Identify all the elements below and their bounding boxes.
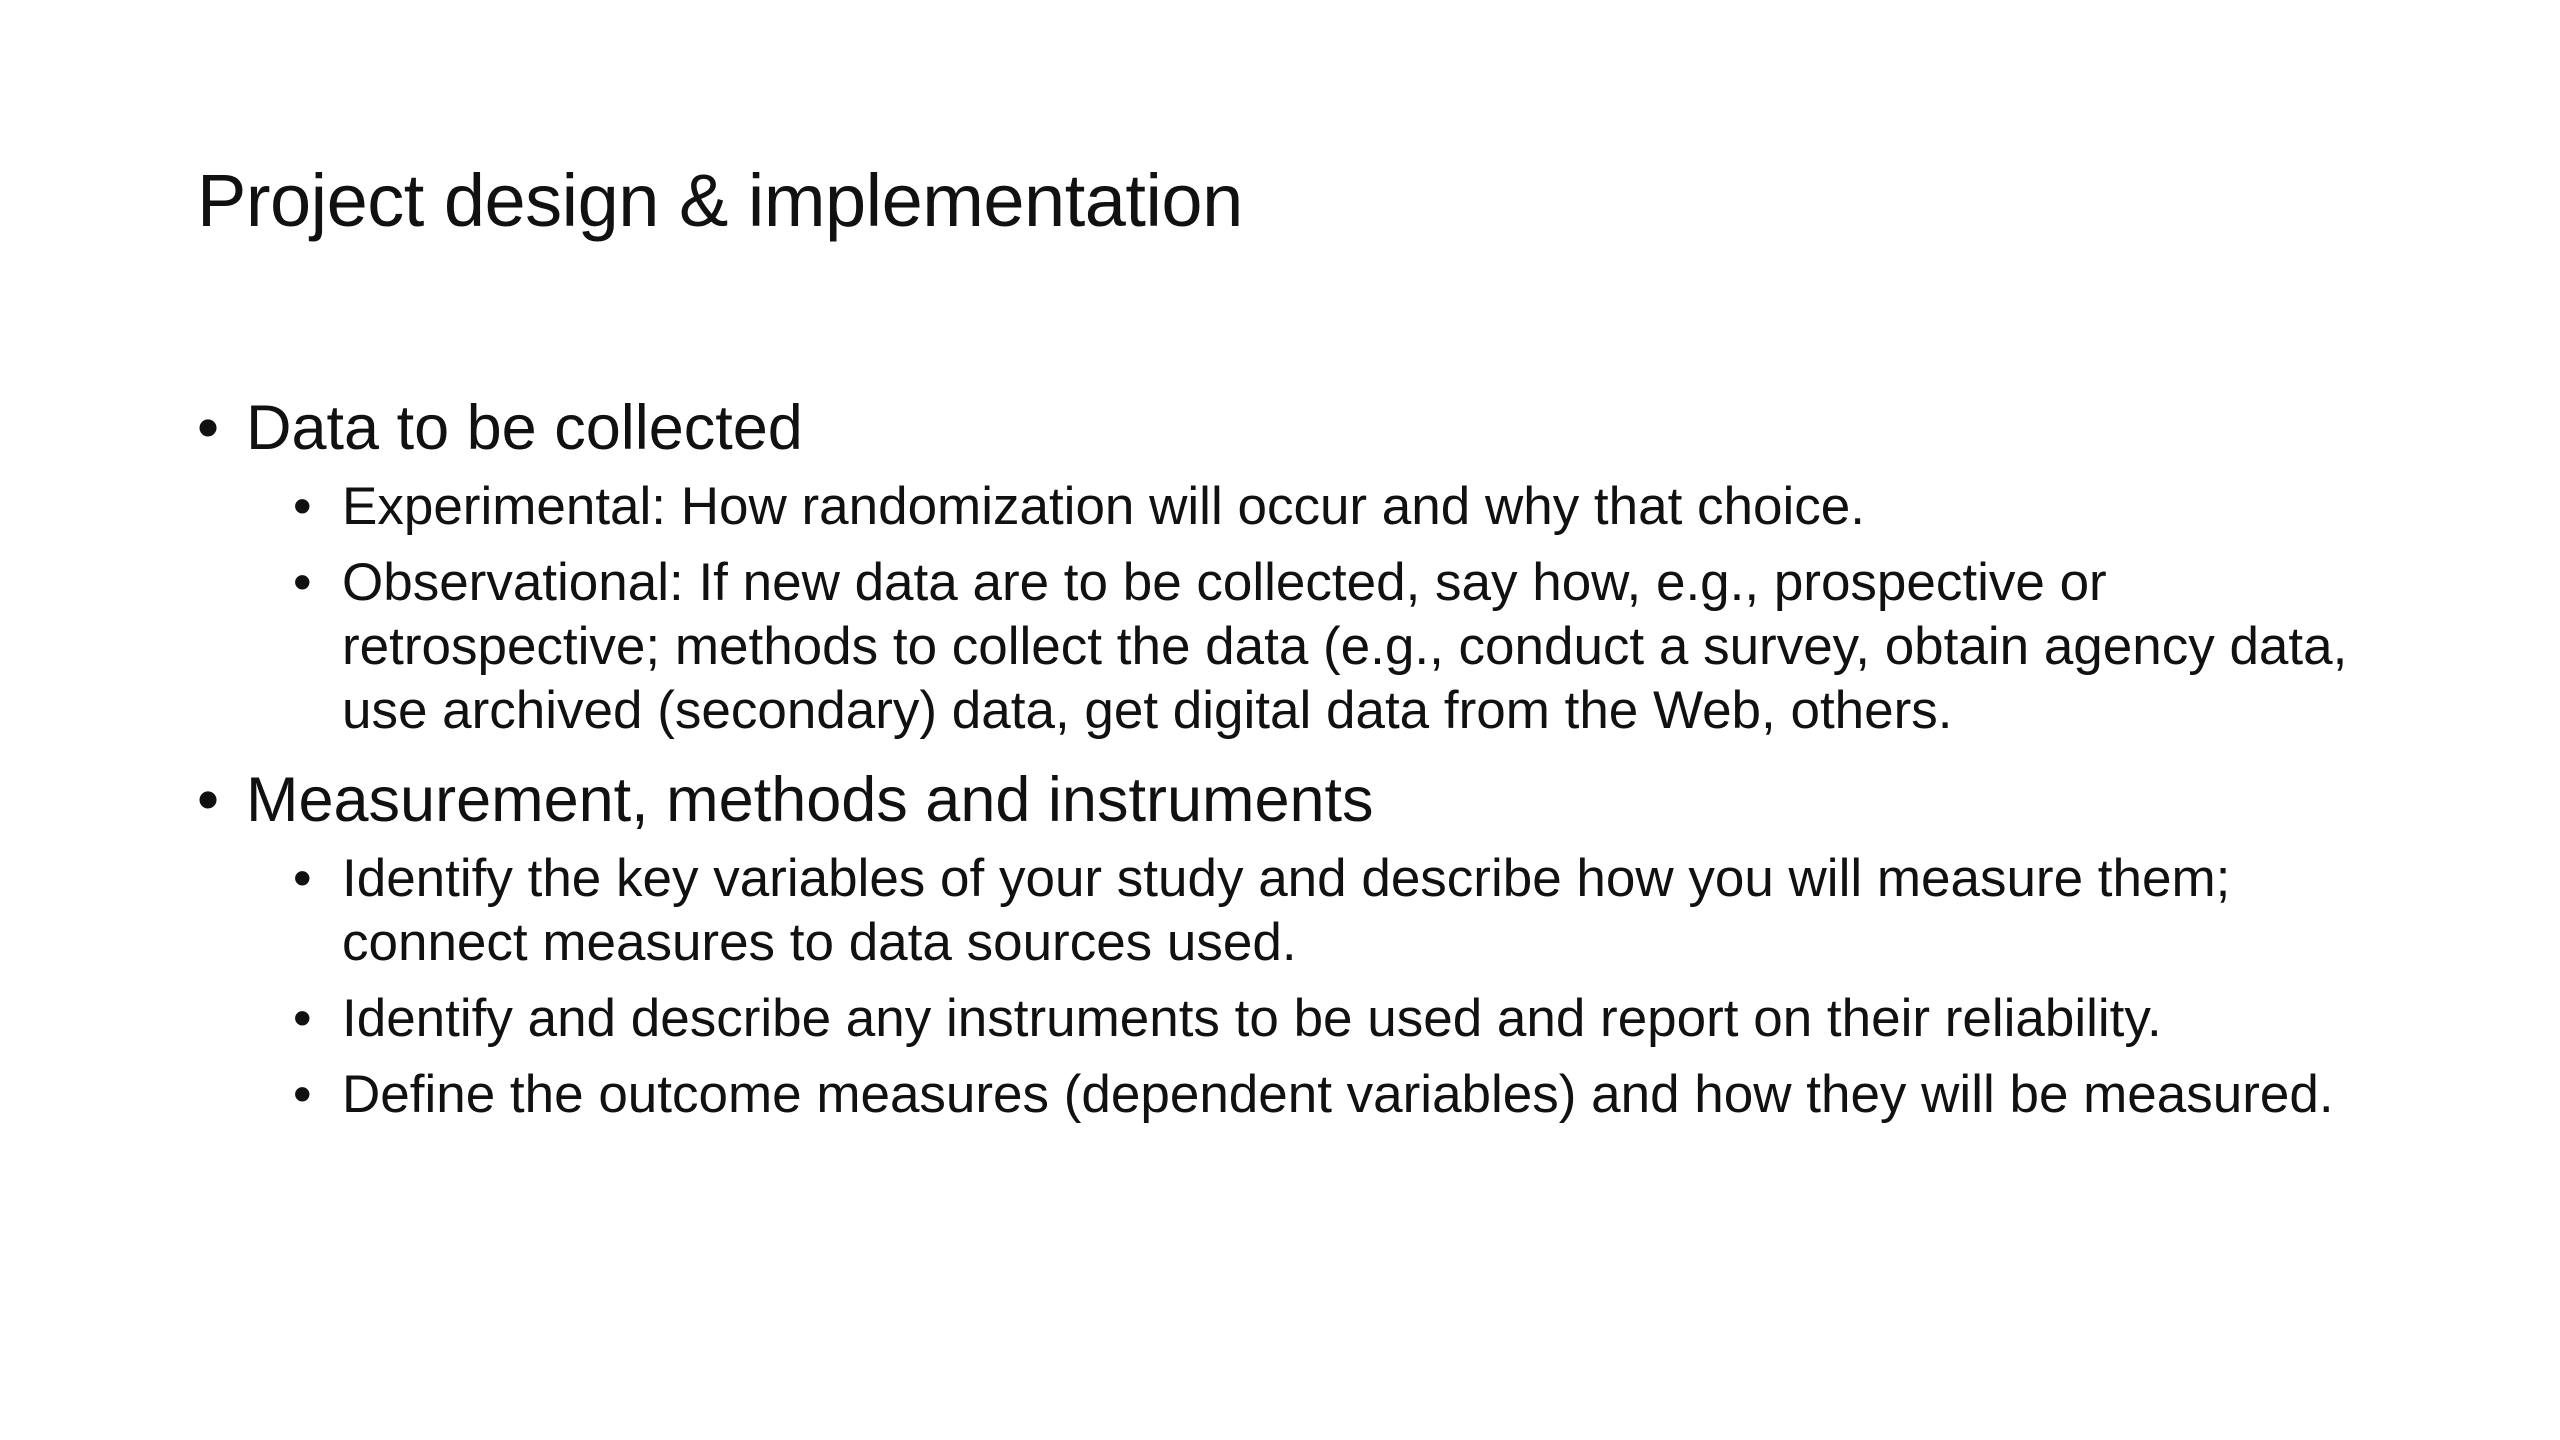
sub-bullet-list [197,847,2397,1127]
bullet-glyph: • [293,553,312,612]
sub-bullet-text: Identify the key variables of your study and describe how you will measure them; connect measures to data sources used. [342,849,2231,972]
bullet-glyph: • [293,849,312,908]
sub-bullet-text: Experimental: How randomization will occur and why that choice. [342,477,1865,536]
bullet-heading: Measurement, methods and instruments [246,765,1374,835]
bullet-glyph: • [293,477,312,536]
bullet-glyph: • [197,765,220,835]
sub-bullet-item [197,987,2397,1051]
bullet-glyph: • [293,1065,312,1124]
bullet-glyph: • [197,393,220,463]
sub-bullet-item [197,475,2397,539]
bullet-item-measurement-methods-instruments [197,757,2397,843]
sub-bullet-item [197,551,2397,743]
sub-bullet-list [197,475,2397,743]
sub-bullet-text: Observational: If new data are to be collected, say how, e.g., prospective or retrospective; methods to collect the data (e.g., conduct a survey, obtain agency data, use archived (secondary) data, get digital data from the Web, others. [342,553,2348,740]
sub-bullet-item [197,847,2397,975]
bullet-heading: Data to be collected [246,393,803,463]
sub-bullet-text: Define the outcome measures (dependent variables) and how they will be measured. [342,1065,2334,1124]
slide-body [197,385,2397,1141]
sub-bullet-item [197,1063,2397,1127]
bullet-glyph: • [293,989,312,1048]
slide-title: Project design & implementation [197,159,1243,242]
sub-bullet-text: Identify and describe any instruments to be used and report on their reliability. [342,989,2162,1048]
bullet-item-data-to-be-collected [197,385,2397,471]
